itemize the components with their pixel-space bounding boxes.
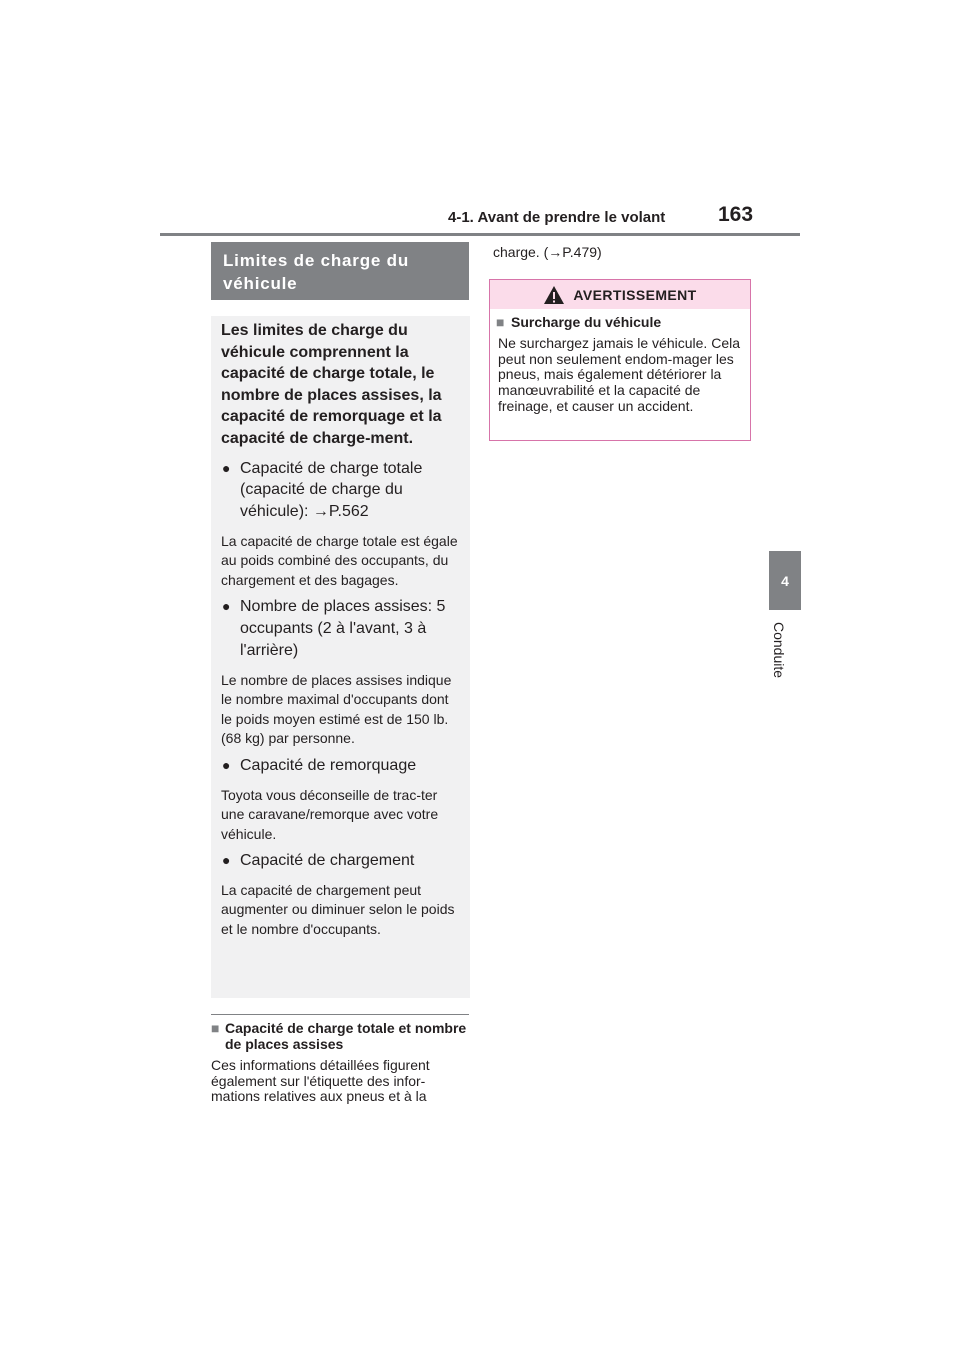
subsection-heading (211, 1014, 469, 1052)
warning-header (490, 280, 750, 309)
warning-body: Ne surchargez jamais le véhicule. Cela peut non seulement endom-mager les pneus, mais également détériorer la manœuvrabilité et la capacité de freinage, et causer un accident. (498, 335, 740, 414)
list-item (221, 850, 460, 872)
square-bullet-icon: ■ (211, 1020, 220, 1036)
list-item-title: Nombre de places assises: 5 occupants (2 à l'avant, 3 à l'arrière) (240, 598, 446, 660)
list-item-description: Toyota vous déconseille de trac-ter une caravane/remorque avec votre véhicule. (221, 786, 439, 842)
header-divider (160, 233, 800, 236)
warning-triangle-icon (543, 285, 565, 305)
bullet-icon: ● (222, 756, 231, 773)
subsection-body: Ces informations détaillées figurent également sur l'étiquette des infor-mations relatives aux pneus et à la (211, 1057, 430, 1105)
list-item-title: Capacité de charge totale (capacité de charge du véhicule): →P.562 (240, 459, 423, 521)
bullet-icon: ● (222, 852, 231, 869)
list-item-title: Capacité de chargement (240, 852, 415, 870)
warning-subtitle (496, 313, 750, 331)
bullet-icon: ● (222, 598, 231, 615)
chapter-tab-label: Conduite (771, 622, 787, 679)
load-limits-info-box (211, 316, 470, 998)
subsection-title: Capacité de charge totale et nombre de places assises (225, 1020, 467, 1052)
subsection-continuation: charge. (→P.479) (493, 244, 602, 260)
list-item-title: Capacité de remorquage (240, 756, 417, 774)
list-item-description: La capacité de charge totale est égale au poids combiné des occupants, du chargement et des bagages. (221, 532, 458, 588)
chapter-section-title: 4-1. Avant de prendre le volant (448, 209, 666, 226)
list-item-description: Le nombre de places assises indique le nombre maximal d'occupants dont le poids moyen estimé est de 150 lb. (68 kg) par personne. (221, 671, 452, 747)
page-number: 163 (718, 203, 754, 226)
list-item (221, 458, 460, 523)
warning-header-label: AVERTISSEMENT (573, 286, 697, 303)
list-item (221, 755, 460, 777)
warning-title: Surcharge du véhicule (511, 314, 662, 330)
chapter-tab[interactable]: 4 (769, 551, 801, 610)
bullet-icon: ● (222, 459, 231, 476)
list-item-description: La capacité de chargement peut augmenter ou diminuer selon le poids et le nombre d'occupants. (221, 881, 455, 937)
warning-box (489, 279, 751, 441)
square-bullet-icon: ■ (496, 314, 505, 330)
info-intro: Les limites de charge du véhicule comprennent la capacité de charge totale, le nombre de places assises, la capacité de remorquage et la capacité de charge-ment. (221, 322, 442, 447)
section-heading: Limites de charge du véhicule (211, 242, 469, 300)
list-item (221, 596, 460, 661)
